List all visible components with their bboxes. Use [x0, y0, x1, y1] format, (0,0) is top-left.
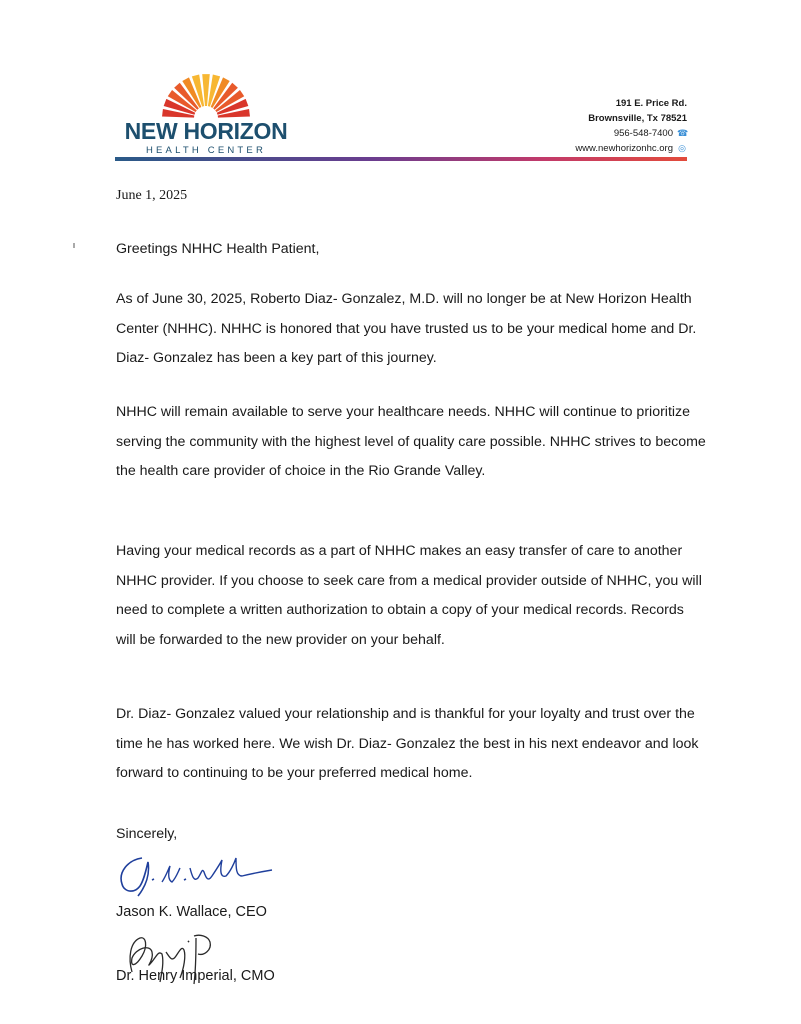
- globe-icon: ◎: [678, 143, 686, 153]
- header-divider: [115, 157, 687, 161]
- phone-row: [575, 126, 687, 141]
- letter-greeting: Greetings NHHC Health Patient,: [116, 241, 320, 257]
- letterhead-logo: [120, 72, 300, 162]
- website-row: [575, 141, 687, 156]
- signatory-cmo: Dr. Henry Imperial, CMO: [116, 968, 275, 984]
- org-subtitle: HEALTH CENTER: [145, 145, 267, 156]
- paragraph-2: NHHC will remain available to serve your healthcare needs. NHHC will continue to prioritize serving the community with the highest level of quality care possible. NHHC strives to become the health care provider of choice in the Rio Grande Valley.: [116, 404, 706, 479]
- paragraph-3: Having your medical records as a part of NHHC makes an easy transfer of care to another NHHC provider. If you choose to seek care from a medical provider outside of NHHC, you will need to complete a written authorization to obtain a copy of your medical records. Records will be forwarded to the new provider on your behalf.: [116, 543, 702, 648]
- sunburst-logo-icon: [160, 72, 252, 118]
- letter-date: June 1, 2025: [116, 188, 188, 203]
- org-name: NEW HORIZON: [124, 118, 288, 144]
- website-link[interactable]: www.newhorizonhc.org: [575, 143, 673, 154]
- ceo-signature: [110, 850, 280, 902]
- paragraph-1: As of June 30, 2025, Roberto Diaz- Gonzalez, M.D. will no longer be at New Horizon Health Center (NHHC). NHHC is honored that you have trusted us to be your medical home and Dr. Diaz- Gonzalez has been a key part of this journey.: [116, 291, 697, 366]
- scan-speck: [73, 243, 75, 248]
- signatory-ceo: Jason K. Wallace, CEO: [116, 904, 267, 920]
- phone-icon: ☎: [677, 128, 689, 138]
- phone-number: 956-548-7400: [613, 128, 673, 139]
- address-line1: 191 E. Price Rd.: [615, 98, 687, 109]
- paragraph-4: Dr. Diaz- Gonzalez valued your relationship and is thankful for your loyalty and trust over the time he has worked here. We wish Dr. Diaz- Gonzalez the best in his next endeavor and look forward to continuing to be your preferred medical home.: [116, 706, 699, 781]
- address-line2: Brownsville, Tx 78521: [588, 113, 687, 124]
- letter-closing: Sincerely,: [116, 826, 178, 842]
- address-block: [575, 96, 687, 156]
